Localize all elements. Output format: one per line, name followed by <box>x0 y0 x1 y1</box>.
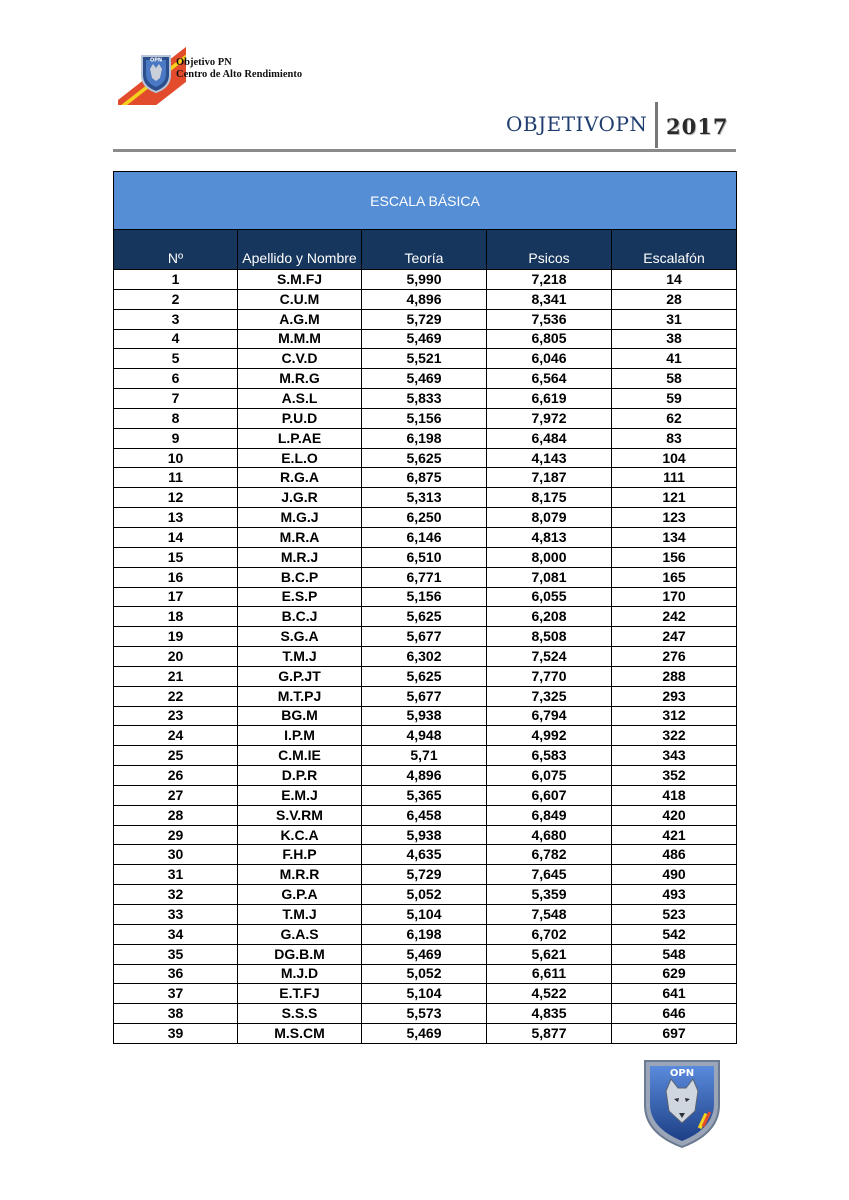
cell-escalafon: 418 <box>612 785 737 805</box>
table-row <box>114 1024 737 1044</box>
cell-name: DG.B.M <box>238 944 362 964</box>
cell-number: 34 <box>114 924 238 944</box>
cell-name: L.P.AE <box>238 428 362 448</box>
cell-number: 2 <box>114 289 238 309</box>
table-row <box>114 666 737 686</box>
cell-name: T.M.J <box>238 905 362 925</box>
table-row <box>114 905 737 925</box>
cell-psicos: 6,055 <box>487 587 612 607</box>
cell-psicos: 7,524 <box>487 647 612 667</box>
opn-wolf-shield-emblem-icon <box>641 1055 723 1149</box>
cell-teoria: 5,052 <box>362 885 487 905</box>
cell-teoria: 6,771 <box>362 567 487 587</box>
cell-teoria: 5,573 <box>362 1004 487 1024</box>
cell-psicos: 8,508 <box>487 627 612 647</box>
cell-teoria: 5,469 <box>362 369 487 389</box>
cell-escalafon: 83 <box>612 428 737 448</box>
table-row <box>114 627 737 647</box>
cell-escalafon: 322 <box>612 726 737 746</box>
table-row <box>114 944 737 964</box>
table-row <box>114 289 737 309</box>
cell-psicos: 7,187 <box>487 468 612 488</box>
table-row <box>114 825 737 845</box>
cell-psicos: 4,813 <box>487 527 612 547</box>
cell-escalafon: 156 <box>612 547 737 567</box>
logo-line-2: Centro de Alto Rendimiento <box>176 69 303 80</box>
table-row <box>114 805 737 825</box>
cell-teoria: 5,938 <box>362 825 487 845</box>
table-row <box>114 607 737 627</box>
cell-psicos: 6,849 <box>487 805 612 825</box>
cell-name: E.T.FJ <box>238 984 362 1004</box>
cell-psicos: 6,607 <box>487 785 612 805</box>
cell-psicos: 6,782 <box>487 845 612 865</box>
cell-psicos: 7,081 <box>487 567 612 587</box>
cell-number: 26 <box>114 766 238 786</box>
cell-escalafon: 420 <box>612 805 737 825</box>
table-row <box>114 686 737 706</box>
cell-name: K.C.A <box>238 825 362 845</box>
table-row <box>114 845 737 865</box>
cell-name: F.H.P <box>238 845 362 865</box>
cell-escalafon: 486 <box>612 845 737 865</box>
cell-teoria: 5,469 <box>362 329 487 349</box>
cell-psicos: 8,341 <box>487 289 612 309</box>
cell-number: 17 <box>114 587 238 607</box>
cell-psicos: 6,611 <box>487 964 612 984</box>
cell-number: 20 <box>114 647 238 667</box>
cell-escalafon: 165 <box>612 567 737 587</box>
cell-teoria: 5,677 <box>362 627 487 647</box>
cell-psicos: 5,359 <box>487 885 612 905</box>
cell-teoria: 6,875 <box>362 468 487 488</box>
table-row <box>114 309 737 329</box>
cell-escalafon: 31 <box>612 309 737 329</box>
cell-name: E.L.O <box>238 448 362 468</box>
cell-name: M.R.A <box>238 527 362 547</box>
cell-teoria: 6,250 <box>362 508 487 528</box>
column-header-teoria: Teoría <box>362 230 487 270</box>
cell-escalafon: 134 <box>612 527 737 547</box>
table-row <box>114 389 737 409</box>
cell-escalafon: 343 <box>612 746 737 766</box>
cell-teoria: 5,625 <box>362 607 487 627</box>
cell-name: E.S.P <box>238 587 362 607</box>
cell-escalafon: 548 <box>612 944 737 964</box>
column-header-row <box>114 230 737 270</box>
cell-escalafon: 523 <box>612 905 737 925</box>
cell-escalafon: 121 <box>612 488 737 508</box>
cell-escalafon: 629 <box>612 964 737 984</box>
table-row <box>114 329 737 349</box>
cell-number: 30 <box>114 845 238 865</box>
cell-number: 3 <box>114 309 238 329</box>
cell-teoria: 4,635 <box>362 845 487 865</box>
cell-escalafon: 352 <box>612 766 737 786</box>
column-header-name: Apellido y Nombre <box>238 230 362 270</box>
cell-escalafon: 58 <box>612 369 737 389</box>
cell-escalafon: 104 <box>612 448 737 468</box>
cell-psicos: 4,143 <box>487 448 612 468</box>
cell-name: G.A.S <box>238 924 362 944</box>
header-divider <box>655 102 658 148</box>
cell-number: 15 <box>114 547 238 567</box>
cell-psicos: 6,484 <box>487 428 612 448</box>
cell-teoria: 5,156 <box>362 587 487 607</box>
cell-psicos: 6,564 <box>487 369 612 389</box>
cell-psicos: 7,770 <box>487 666 612 686</box>
cell-teoria: 5,052 <box>362 964 487 984</box>
table-row <box>114 270 737 290</box>
cell-psicos: 4,835 <box>487 1004 612 1024</box>
cell-name: S.G.A <box>238 627 362 647</box>
cell-number: 23 <box>114 706 238 726</box>
cell-name: BG.M <box>238 706 362 726</box>
cell-escalafon: 123 <box>612 508 737 528</box>
cell-number: 11 <box>114 468 238 488</box>
cell-number: 6 <box>114 369 238 389</box>
cell-escalafon: 312 <box>612 706 737 726</box>
cell-teoria: 5,469 <box>362 944 487 964</box>
cell-teoria: 5,677 <box>362 686 487 706</box>
cell-name: C.M.IE <box>238 746 362 766</box>
cell-name: B.C.J <box>238 607 362 627</box>
results-table <box>113 171 737 1044</box>
year-label: 2017 <box>666 114 729 139</box>
cell-name: C.V.D <box>238 349 362 369</box>
cell-teoria: 5,104 <box>362 905 487 925</box>
cell-name: S.M.FJ <box>238 270 362 290</box>
cell-name: M.J.D <box>238 964 362 984</box>
cell-psicos: 8,175 <box>487 488 612 508</box>
cell-psicos: 5,877 <box>487 1024 612 1044</box>
cell-name: I.P.M <box>238 726 362 746</box>
cell-name: S.S.S <box>238 1004 362 1024</box>
table-row <box>114 547 737 567</box>
column-header-number: Nº <box>114 230 238 270</box>
cell-psicos: 6,794 <box>487 706 612 726</box>
cell-number: 38 <box>114 1004 238 1024</box>
cell-number: 16 <box>114 567 238 587</box>
cell-name: A.S.L <box>238 389 362 409</box>
cell-teoria: 5,469 <box>362 1024 487 1044</box>
cell-teoria: 5,938 <box>362 706 487 726</box>
cell-teoria: 5,833 <box>362 389 487 409</box>
table-row <box>114 647 737 667</box>
cell-name: A.G.M <box>238 309 362 329</box>
table-body <box>114 270 737 1044</box>
cell-number: 21 <box>114 666 238 686</box>
cell-teoria: 5,729 <box>362 865 487 885</box>
cell-name: M.T.PJ <box>238 686 362 706</box>
cell-teoria: 5,365 <box>362 785 487 805</box>
table-row <box>114 726 737 746</box>
table-row <box>114 766 737 786</box>
cell-psicos: 6,805 <box>487 329 612 349</box>
opn-shield-logo-icon <box>140 53 172 93</box>
cell-name: M.R.R <box>238 865 362 885</box>
cell-number: 32 <box>114 885 238 905</box>
cell-number: 19 <box>114 627 238 647</box>
cell-teoria: 6,302 <box>362 647 487 667</box>
cell-number: 1 <box>114 270 238 290</box>
cell-teoria: 5,625 <box>362 448 487 468</box>
cell-number: 7 <box>114 389 238 409</box>
cell-number: 4 <box>114 329 238 349</box>
cell-number: 31 <box>114 865 238 885</box>
table-row <box>114 369 737 389</box>
cell-escalafon: 59 <box>612 389 737 409</box>
table-row <box>114 885 737 905</box>
cell-number: 12 <box>114 488 238 508</box>
cell-number: 5 <box>114 349 238 369</box>
table-row <box>114 964 737 984</box>
cell-psicos: 6,208 <box>487 607 612 627</box>
table-row <box>114 349 737 369</box>
table-row <box>114 706 737 726</box>
cell-escalafon: 14 <box>612 270 737 290</box>
table-row <box>114 746 737 766</box>
cell-psicos: 6,619 <box>487 389 612 409</box>
cell-number: 33 <box>114 905 238 925</box>
cell-number: 25 <box>114 746 238 766</box>
table-row <box>114 468 737 488</box>
cell-psicos: 7,325 <box>487 686 612 706</box>
cell-teoria: 5,625 <box>362 666 487 686</box>
cell-psicos: 4,680 <box>487 825 612 845</box>
cell-name: M.G.J <box>238 508 362 528</box>
cell-number: 10 <box>114 448 238 468</box>
cell-number: 18 <box>114 607 238 627</box>
table-row <box>114 587 737 607</box>
cell-escalafon: 242 <box>612 607 737 627</box>
cell-psicos: 8,079 <box>487 508 612 528</box>
table-row <box>114 1004 737 1024</box>
cell-escalafon: 490 <box>612 865 737 885</box>
cell-name: M.M.M <box>238 329 362 349</box>
cell-name: C.U.M <box>238 289 362 309</box>
cell-psicos: 7,218 <box>487 270 612 290</box>
cell-psicos: 7,536 <box>487 309 612 329</box>
cell-teoria: 5,156 <box>362 408 487 428</box>
cell-number: 39 <box>114 1024 238 1044</box>
cell-teoria: 6,458 <box>362 805 487 825</box>
emblem-badge-text: OPN <box>669 1068 695 1079</box>
cell-teoria: 5,104 <box>362 984 487 1004</box>
cell-name: S.V.RM <box>238 805 362 825</box>
cell-escalafon: 421 <box>612 825 737 845</box>
cell-escalafon: 493 <box>612 885 737 905</box>
cell-number: 27 <box>114 785 238 805</box>
cell-psicos: 8,000 <box>487 547 612 567</box>
cell-teoria: 5,313 <box>362 488 487 508</box>
scale-title-row <box>114 172 737 230</box>
cell-number: 29 <box>114 825 238 845</box>
cell-escalafon: 288 <box>612 666 737 686</box>
cell-name: J.G.R <box>238 488 362 508</box>
cell-number: 14 <box>114 527 238 547</box>
cell-escalafon: 641 <box>612 984 737 1004</box>
table-row <box>114 428 737 448</box>
logo-line-1: Objetivo PN <box>176 57 232 68</box>
cell-escalafon: 697 <box>612 1024 737 1044</box>
cell-number: 37 <box>114 984 238 1004</box>
cell-number: 28 <box>114 805 238 825</box>
cell-escalafon: 38 <box>612 329 737 349</box>
cell-name: M.R.J <box>238 547 362 567</box>
cell-psicos: 7,972 <box>487 408 612 428</box>
cell-teoria: 6,510 <box>362 547 487 567</box>
cell-name: D.P.R <box>238 766 362 786</box>
cell-psicos: 5,621 <box>487 944 612 964</box>
table-row <box>114 924 737 944</box>
column-header-psicos: Psicos <box>487 230 612 270</box>
table-row <box>114 567 737 587</box>
cell-teoria: 5,71 <box>362 746 487 766</box>
cell-psicos: 6,583 <box>487 746 612 766</box>
cell-psicos: 4,992 <box>487 726 612 746</box>
cell-psicos: 7,548 <box>487 905 612 925</box>
cell-teoria: 4,948 <box>362 726 487 746</box>
logo-caption <box>176 57 302 81</box>
cell-teoria: 6,198 <box>362 428 487 448</box>
cell-escalafon: 646 <box>612 1004 737 1024</box>
cell-teoria: 5,729 <box>362 309 487 329</box>
cell-psicos: 6,702 <box>487 924 612 944</box>
cell-teoria: 4,896 <box>362 766 487 786</box>
cell-escalafon: 41 <box>612 349 737 369</box>
cell-number: 22 <box>114 686 238 706</box>
header-rule <box>113 149 736 152</box>
cell-name: G.P.A <box>238 885 362 905</box>
cell-name: T.M.J <box>238 647 362 667</box>
scale-title: ESCALA BÁSICA <box>114 172 737 230</box>
table-row <box>114 865 737 885</box>
cell-psicos: 6,046 <box>487 349 612 369</box>
cell-escalafon: 170 <box>612 587 737 607</box>
cell-psicos: 6,075 <box>487 766 612 786</box>
cell-teoria: 6,198 <box>362 924 487 944</box>
cell-number: 36 <box>114 964 238 984</box>
cell-name: E.M.J <box>238 785 362 805</box>
cell-name: M.R.G <box>238 369 362 389</box>
cell-escalafon: 62 <box>612 408 737 428</box>
cell-escalafon: 293 <box>612 686 737 706</box>
cell-psicos: 7,645 <box>487 865 612 885</box>
cell-name: P.U.D <box>238 408 362 428</box>
cell-name: B.C.P <box>238 567 362 587</box>
opn-logo <box>118 47 318 105</box>
table-row <box>114 785 737 805</box>
table-row <box>114 488 737 508</box>
column-header-escalafon: Escalafón <box>612 230 737 270</box>
cell-number: 9 <box>114 428 238 448</box>
cell-number: 13 <box>114 508 238 528</box>
cell-escalafon: 28 <box>612 289 737 309</box>
cell-number: 24 <box>114 726 238 746</box>
cell-psicos: 4,522 <box>487 984 612 1004</box>
cell-teoria: 6,146 <box>362 527 487 547</box>
cell-escalafon: 111 <box>612 468 737 488</box>
cell-escalafon: 276 <box>612 647 737 667</box>
cell-number: 8 <box>114 408 238 428</box>
logo-badge-text: OPN <box>149 57 163 64</box>
cell-escalafon: 247 <box>612 627 737 647</box>
cell-number: 35 <box>114 944 238 964</box>
cell-teoria: 5,990 <box>362 270 487 290</box>
cell-name: R.G.A <box>238 468 362 488</box>
table-row <box>114 448 737 468</box>
cell-name: G.P.JT <box>238 666 362 686</box>
cell-teoria: 4,896 <box>362 289 487 309</box>
cell-escalafon: 542 <box>612 924 737 944</box>
table-row <box>114 527 737 547</box>
table-row <box>114 984 737 1004</box>
table-row <box>114 408 737 428</box>
cell-name: M.S.CM <box>238 1024 362 1044</box>
brand-name: OBJETIVOPN <box>506 112 648 136</box>
cell-teoria: 5,521 <box>362 349 487 369</box>
table-row <box>114 508 737 528</box>
